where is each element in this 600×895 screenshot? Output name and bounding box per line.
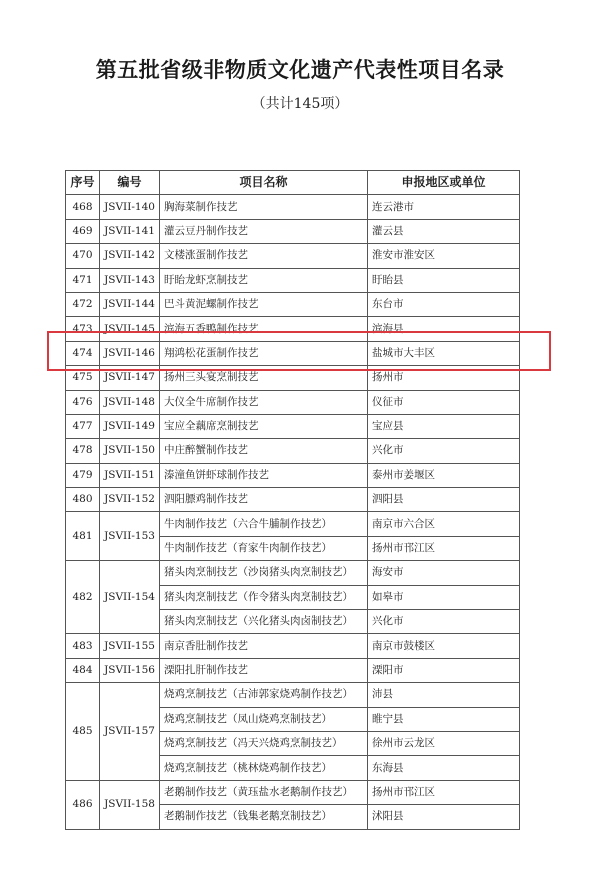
serial-number-cell: 476 (66, 390, 100, 414)
header-project-name: 项目名称 (160, 171, 368, 195)
header-region: 申报地区或单位 (368, 171, 520, 195)
code-cell: JSVII-141 (100, 219, 160, 243)
table-row (66, 488, 520, 512)
region-cell: 扬州市邗江区 (368, 536, 520, 560)
serial-number-cell: 479 (66, 463, 100, 487)
region-cell: 灌云县 (368, 219, 520, 243)
code-cell: JSVII-150 (100, 439, 160, 463)
table-body (66, 195, 520, 829)
project-name-cell: 大仪全牛席制作技艺 (160, 390, 368, 414)
project-name-cell: 溧阳扎肝制作技艺 (160, 658, 368, 682)
table-row (66, 244, 520, 268)
project-name-cell: 胸海菜制作技艺 (160, 195, 368, 219)
project-name-cell: 灌云豆丹制作技艺 (160, 219, 368, 243)
region-cell: 南京市六合区 (368, 512, 520, 536)
serial-number-cell: 468 (66, 195, 100, 219)
code-cell: JSVII-147 (100, 366, 160, 390)
table-row (66, 683, 520, 707)
document-title: 第五批省级非物质文化遗产代表性项目名录 (95, 57, 505, 82)
code-cell: JSVII-144 (100, 292, 160, 316)
region-cell: 兴化市 (368, 439, 520, 463)
project-name-cell: 牛肉制作技艺（育家牛肉制作技艺） (160, 536, 368, 560)
project-name-cell: 扬州三头宴烹制技艺 (160, 366, 368, 390)
region-cell: 东海县 (368, 756, 520, 780)
region-cell: 睢宁县 (368, 707, 520, 731)
project-name-cell: 烧鸡烹制技艺（凤山烧鸡烹制技艺） (160, 707, 368, 731)
serial-number-cell: 486 (66, 780, 100, 829)
serial-number-cell: 475 (66, 366, 100, 390)
region-cell: 沭阳县 (368, 805, 520, 829)
table-row (66, 658, 520, 682)
region-cell: 连云港市 (368, 195, 520, 219)
serial-number-cell: 474 (66, 341, 100, 365)
code-cell: JSVII-154 (100, 561, 160, 634)
region-cell: 兴化市 (368, 610, 520, 634)
code-cell: JSVII-145 (100, 317, 160, 341)
serial-number-cell: 471 (66, 268, 100, 292)
region-cell: 泗阳县 (368, 488, 520, 512)
header-code: 编号 (100, 171, 160, 195)
project-name-cell: 泗阳膘鸡制作技艺 (160, 488, 368, 512)
code-cell: JSVII-148 (100, 390, 160, 414)
serial-number-cell: 485 (66, 683, 100, 781)
project-name-cell: 猪头肉烹制技艺（作令猪头肉烹制技艺） (160, 585, 368, 609)
region-cell: 如皋市 (368, 585, 520, 609)
region-cell: 淮安市淮安区 (368, 244, 520, 268)
project-name-cell: 盱眙龙虾烹制技艺 (160, 268, 368, 292)
region-cell: 盱眙县 (368, 268, 520, 292)
table-row (66, 561, 520, 585)
header-serial-number: 序号 (66, 171, 100, 195)
serial-number-cell: 484 (66, 658, 100, 682)
region-cell: 溧阳市 (368, 658, 520, 682)
table-row (66, 341, 520, 365)
code-cell: JSVII-142 (100, 244, 160, 268)
serial-number-cell: 481 (66, 512, 100, 561)
serial-number-cell: 483 (66, 634, 100, 658)
serial-number-cell: 480 (66, 488, 100, 512)
serial-number-cell: 472 (66, 292, 100, 316)
serial-number-cell: 478 (66, 439, 100, 463)
table-row (66, 219, 520, 243)
code-cell: JSVII-152 (100, 488, 160, 512)
region-cell: 仪征市 (368, 390, 520, 414)
region-cell: 盐城市大丰区 (368, 341, 520, 365)
project-name-cell: 烧鸡烹制技艺（桃林烧鸡制作技艺） (160, 756, 368, 780)
project-name-cell: 猪头肉烹制技艺（沙岗猪头肉烹制技艺） (160, 561, 368, 585)
project-name-cell: 老鹅制作技艺（黄珏盐水老鹅制作技艺） (160, 780, 368, 804)
table-row (66, 463, 520, 487)
table-row (66, 390, 520, 414)
code-cell: JSVII-151 (100, 463, 160, 487)
region-cell: 宝应县 (368, 414, 520, 438)
document-subtitle: （共计145项） (251, 96, 349, 112)
code-cell: JSVII-155 (100, 634, 160, 658)
project-name-cell: 烧鸡烹制技艺（古沛郭家烧鸡制作技艺） (160, 683, 368, 707)
region-cell: 海安市 (368, 561, 520, 585)
project-name-cell: 滨海五香鸭制作技艺 (160, 317, 368, 341)
region-cell: 滨海县 (368, 317, 520, 341)
project-name-cell: 南京香肚制作技艺 (160, 634, 368, 658)
code-cell: JSVII-153 (100, 512, 160, 561)
project-name-cell: 宝应全藕席烹制技艺 (160, 414, 368, 438)
region-cell: 扬州市邗江区 (368, 780, 520, 804)
table-row (66, 780, 520, 804)
region-cell: 扬州市 (368, 366, 520, 390)
region-cell: 南京市鼓楼区 (368, 634, 520, 658)
serial-number-cell: 469 (66, 219, 100, 243)
code-cell: JSVII-156 (100, 658, 160, 682)
table-row (66, 414, 520, 438)
code-cell: JSVII-143 (100, 268, 160, 292)
serial-number-cell: 482 (66, 561, 100, 634)
table-row (66, 366, 520, 390)
project-name-cell: 溱潼鱼饼虾球制作技艺 (160, 463, 368, 487)
table-row (66, 268, 520, 292)
heritage-list-table (65, 170, 520, 830)
table-row (66, 317, 520, 341)
project-name-cell: 猪头肉烹制技艺（兴化猪头肉卤制技艺） (160, 610, 368, 634)
table-row (66, 195, 520, 219)
region-cell: 沛县 (368, 683, 520, 707)
table-row (66, 292, 520, 316)
table-row (66, 512, 520, 536)
table-row (66, 439, 520, 463)
table-header-row (66, 171, 520, 195)
serial-number-cell: 473 (66, 317, 100, 341)
project-name-cell: 文楼涨蛋制作技艺 (160, 244, 368, 268)
serial-number-cell: 477 (66, 414, 100, 438)
serial-number-cell: 470 (66, 244, 100, 268)
table-row (66, 634, 520, 658)
code-cell: JSVII-146 (100, 341, 160, 365)
project-name-cell: 中庄醉蟹制作技艺 (160, 439, 368, 463)
code-cell: JSVII-158 (100, 780, 160, 829)
project-name-cell: 巴斗黄泥螺制作技艺 (160, 292, 368, 316)
code-cell: JSVII-157 (100, 683, 160, 781)
project-name-cell: 牛肉制作技艺（六合牛脯制作技艺） (160, 512, 368, 536)
project-name-cell: 老鹅制作技艺（钱集老鹅烹制技艺） (160, 805, 368, 829)
code-cell: JSVII-149 (100, 414, 160, 438)
region-cell: 泰州市姜堰区 (368, 463, 520, 487)
project-name-cell: 烧鸡烹制技艺（冯天兴烧鸡烹制技艺） (160, 731, 368, 755)
region-cell: 东台市 (368, 292, 520, 316)
code-cell: JSVII-140 (100, 195, 160, 219)
region-cell: 徐州市云龙区 (368, 731, 520, 755)
project-name-cell: 翔鸿松花蛋制作技艺 (160, 341, 368, 365)
